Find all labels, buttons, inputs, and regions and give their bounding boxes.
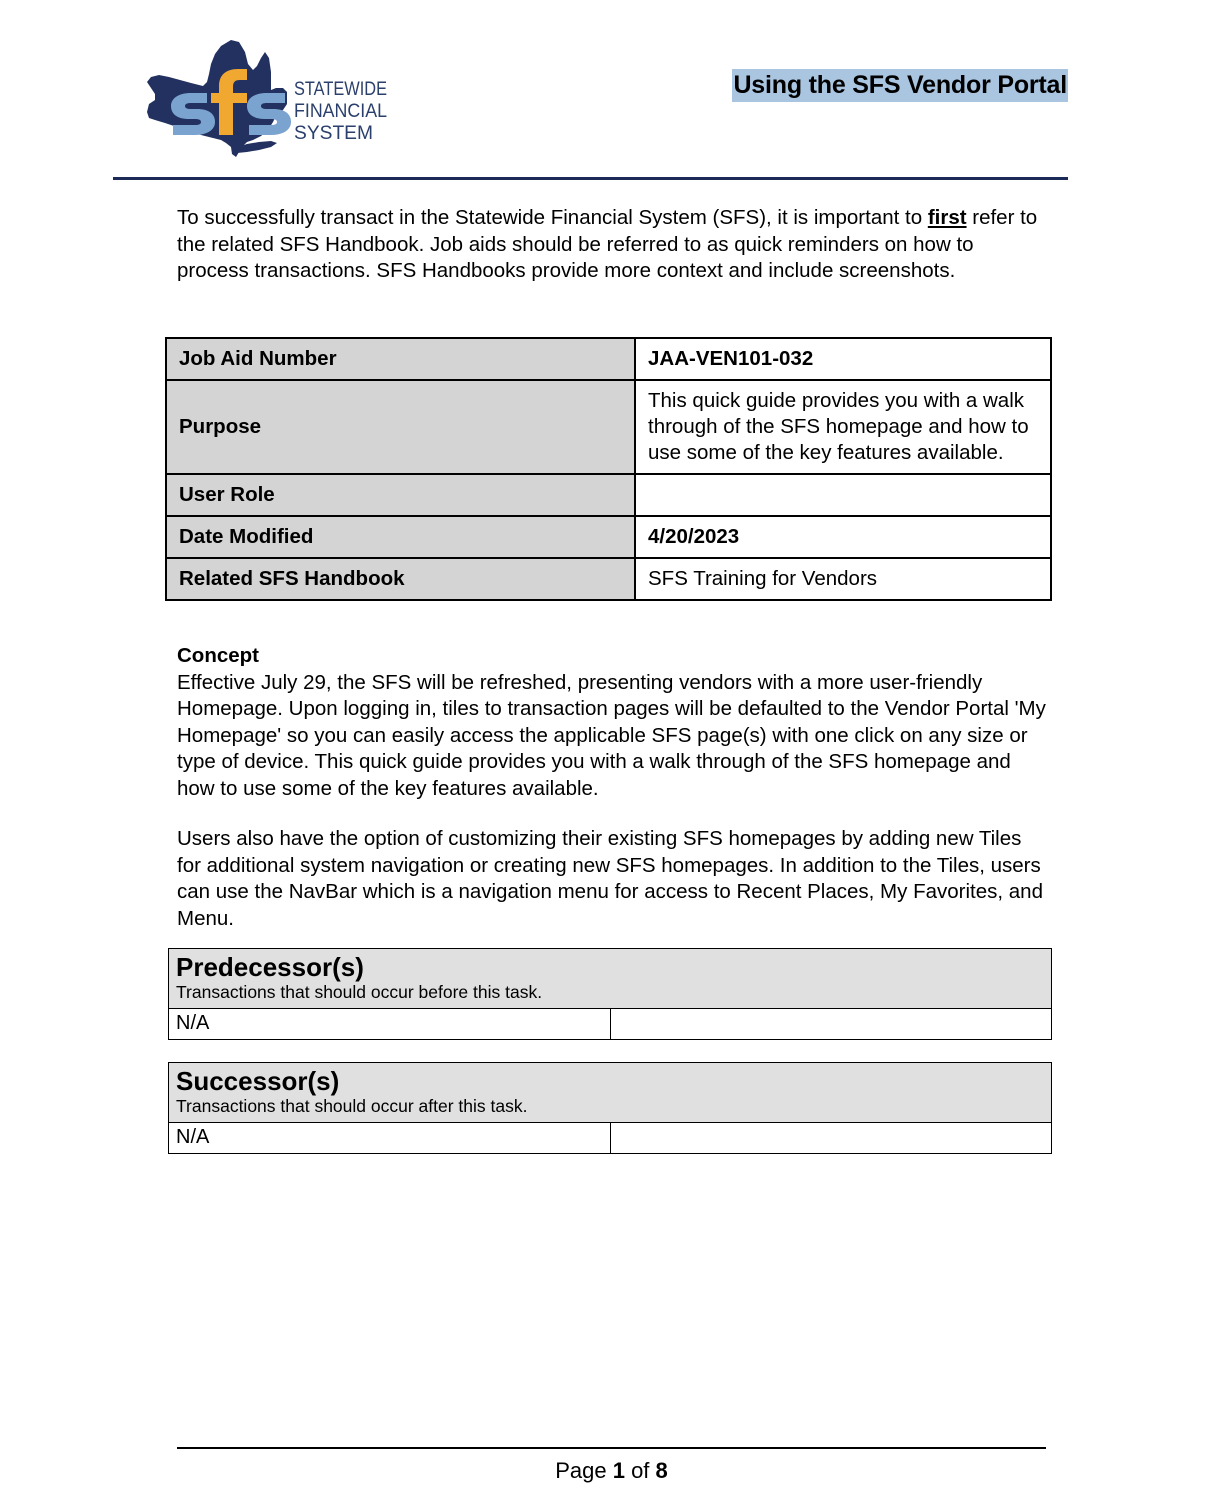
row-label-date-modified: Date Modified: [166, 516, 635, 558]
table-row: [169, 949, 1052, 1009]
row-value-user-role: [635, 474, 1051, 516]
concept-section: [177, 643, 1047, 932]
logo-wordmark-line1: STATEWIDE: [294, 79, 387, 100]
intro-emphasis: first: [927, 206, 967, 229]
footer-divider: [177, 1447, 1046, 1449]
footer-prefix: Page: [555, 1458, 613, 1483]
predecessor-subtitle: Transactions that should occur before this task.: [176, 982, 543, 1002]
intro-paragraph: [177, 205, 1047, 285]
table-row: [169, 1063, 1052, 1123]
intro-part-1: To successfully transact in the Statewide Financial System (SFS), it is important to: [177, 206, 928, 229]
row-label-related-handbook: Related SFS Handbook: [166, 558, 635, 600]
table-row: [166, 380, 1051, 474]
footer-total-pages: 8: [655, 1458, 668, 1483]
table-row: [166, 338, 1051, 380]
header-divider: [113, 177, 1068, 180]
footer-current-page: 1: [612, 1458, 625, 1483]
row-value-purpose: This quick guide provides you with a walk through of the SFS homepage and how to use some of the key features available.: [635, 380, 1051, 474]
table-row: [169, 1123, 1052, 1154]
concept-heading: Concept: [177, 644, 259, 667]
job-aid-info-table: [165, 337, 1052, 601]
table-row: [166, 474, 1051, 516]
logo-wordmark-line3: SYSTEM: [294, 123, 373, 144]
predecessor-value: N/A: [169, 1009, 611, 1040]
row-value-date-modified: 4/20/2023: [635, 516, 1051, 558]
predecessor-title: Predecessor(s): [176, 952, 364, 982]
logo-letter-s2: [247, 93, 291, 135]
document-title: [732, 70, 1068, 101]
successor-title: Successor(s): [176, 1066, 340, 1096]
footer-middle: of: [624, 1458, 656, 1483]
page-header: [113, 22, 1068, 174]
sfs-logo-svg: [135, 30, 405, 160]
intro-part-2: refer to the related SFS Handbook. Job aids should be referred to as quick reminders on how to process transactions. SFS Handbooks provide more context and include screenshots.: [177, 206, 1038, 282]
logo-wordmark-line2: FINANCIAL: [294, 101, 387, 122]
table-row: [166, 516, 1051, 558]
row-label-user-role: User Role: [166, 474, 635, 516]
successor-table: [168, 1062, 1052, 1154]
row-label-job-aid-number: Job Aid Number: [166, 338, 635, 380]
predecessor-table: [168, 948, 1052, 1040]
predecessor-header-cell: [169, 949, 1052, 1009]
row-value-related-handbook: SFS Training for Vendors: [635, 558, 1051, 600]
successor-value: N/A: [169, 1123, 611, 1154]
document-title-text: Using the SFS Vendor Portal: [732, 69, 1068, 102]
sfs-logo: [135, 30, 405, 160]
row-value-job-aid-number: JAA-VEN101-032: [635, 338, 1051, 380]
concept-paragraph-1: Effective July 29, the SFS will be refreshed, presenting vendors with a more user-friendly Homepage. Upon logging in, tiles to transaction pages will be defaulted to the Vendor Portal 'My Homepage' so you can easily access the applicable SFS page(s) with one click on any size or type of device. This quick guide provides you with a walk through of the SFS homepage and how to use some of the key features available.: [177, 670, 1046, 800]
page-footer: [177, 1456, 1046, 1486]
successor-subtitle: Transactions that should occur after this task.: [176, 1096, 528, 1116]
successor-header-cell: [169, 1063, 1052, 1123]
table-row: [166, 558, 1051, 600]
predecessor-empty-cell: [610, 1009, 1052, 1040]
concept-paragraph-2: Users also have the option of customizing their existing SFS homepages by adding new Tiles for additional system navigation or creating new SFS homepages. In addition to the Tiles, users can use the NavBar which is a navigation menu for access to Recent Places, My Favorites, and Menu.: [177, 827, 1043, 930]
successor-empty-cell: [610, 1123, 1052, 1154]
row-label-purpose: Purpose: [166, 380, 635, 474]
table-row: [169, 1009, 1052, 1040]
